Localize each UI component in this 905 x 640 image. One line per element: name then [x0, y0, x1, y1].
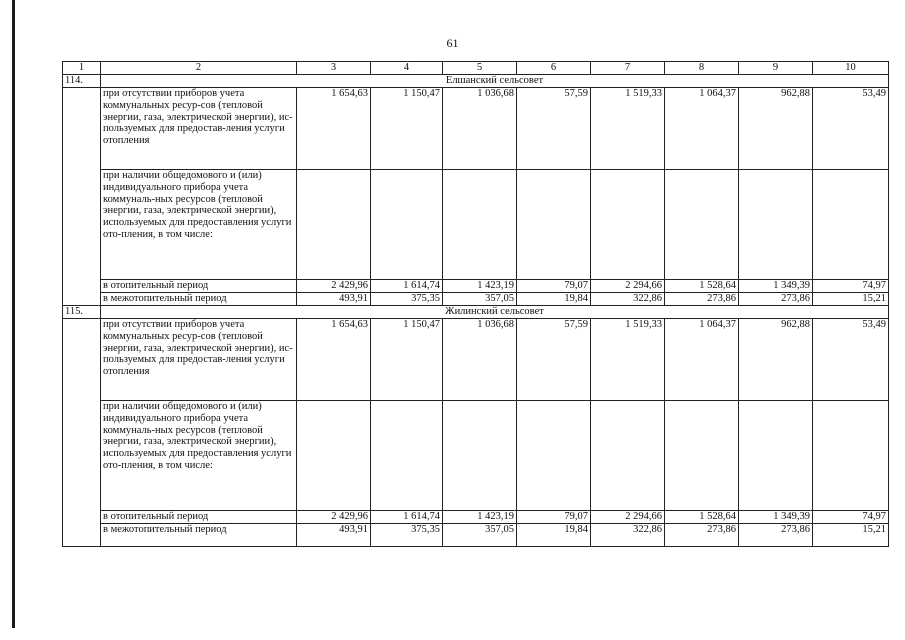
- row-description: при отсутствии приборов учета коммунальных ресур-сов (тепловой энергии, газа, электрической энергии), ис-пользуемых для предостав-ления услуги отопления: [101, 88, 297, 170]
- value-cell: 1 423,19: [443, 511, 517, 524]
- column-number: 7: [591, 62, 665, 75]
- row-description: при отсутствии приборов учета коммунальных ресур-сов (тепловой энергии, газа, электрической энергии), ис-пользуемых для предостав-ления услуги отопления: [101, 319, 297, 401]
- section-header-row: [63, 306, 889, 319]
- value-cell: 322,86: [591, 524, 665, 547]
- value-cell: [813, 170, 889, 280]
- value-cell: 1 614,74: [371, 511, 443, 524]
- index-cell-empty: [63, 319, 101, 547]
- table-row: [63, 280, 889, 293]
- value-cell: 493,91: [297, 524, 371, 547]
- value-cell: 15,21: [813, 524, 889, 547]
- row-description: при наличии общедомового и (или) индивидуального прибора учета коммуналь-ных ресурсов (тепловой энергии, газа, электрической энергии), используемых для предоставления услуги ото-пления, в том числе:: [101, 170, 297, 280]
- value-cell: [665, 170, 739, 280]
- page-number: 61: [446, 36, 459, 50]
- value-cell: 57,59: [517, 319, 591, 401]
- value-cell: 19,84: [517, 293, 591, 306]
- tariff-table: [62, 61, 889, 547]
- value-cell: 962,88: [739, 319, 813, 401]
- value-cell: [739, 170, 813, 280]
- section-title: Жилинский сельсовет: [101, 306, 889, 319]
- value-cell: 74,97: [813, 280, 889, 293]
- value-cell: 273,86: [665, 293, 739, 306]
- value-cell: [517, 170, 591, 280]
- column-number: 1: [63, 62, 101, 75]
- value-cell: 1 150,47: [371, 88, 443, 170]
- value-cell: [371, 170, 443, 280]
- value-cell: [739, 401, 813, 511]
- value-cell: 1 423,19: [443, 280, 517, 293]
- column-number: 8: [665, 62, 739, 75]
- column-number: 4: [371, 62, 443, 75]
- value-cell: 2 294,66: [591, 280, 665, 293]
- value-cell: 375,35: [371, 293, 443, 306]
- value-cell: [371, 401, 443, 511]
- value-cell: [813, 401, 889, 511]
- table-row: [63, 511, 889, 524]
- value-cell: 1 528,64: [665, 280, 739, 293]
- table-row: [63, 401, 889, 511]
- value-cell: 79,07: [517, 511, 591, 524]
- section-index: 115.: [63, 306, 101, 319]
- value-cell: 1 614,74: [371, 280, 443, 293]
- column-number: 10: [813, 62, 889, 75]
- value-cell: 357,05: [443, 293, 517, 306]
- value-cell: [591, 170, 665, 280]
- value-cell: 1 519,33: [591, 88, 665, 170]
- value-cell: [297, 401, 371, 511]
- value-cell: 2 429,96: [297, 511, 371, 524]
- row-description: в отопительный период: [101, 280, 297, 293]
- value-cell: 1 064,37: [665, 319, 739, 401]
- value-cell: 273,86: [739, 524, 813, 547]
- value-cell: 2 429,96: [297, 280, 371, 293]
- value-cell: 962,88: [739, 88, 813, 170]
- column-number-row: [63, 62, 889, 75]
- value-cell: 357,05: [443, 524, 517, 547]
- value-cell: 57,59: [517, 88, 591, 170]
- value-cell: 1 528,64: [665, 511, 739, 524]
- column-number: 5: [443, 62, 517, 75]
- value-cell: 53,49: [813, 319, 889, 401]
- value-cell: 493,91: [297, 293, 371, 306]
- column-number: 3: [297, 62, 371, 75]
- row-description: в межотопительный период: [101, 524, 297, 547]
- value-cell: 1 654,63: [297, 88, 371, 170]
- value-cell: 1 654,63: [297, 319, 371, 401]
- value-cell: [443, 170, 517, 280]
- section-header-row: [63, 75, 889, 88]
- value-cell: [443, 401, 517, 511]
- value-cell: 74,97: [813, 511, 889, 524]
- table-row: [63, 319, 889, 401]
- table-row: [63, 88, 889, 170]
- section-title: Елшанский сельсовет: [101, 75, 889, 88]
- value-cell: 1 519,33: [591, 319, 665, 401]
- scan-edge-bar: [12, 0, 15, 628]
- column-number: 9: [739, 62, 813, 75]
- value-cell: 1 349,39: [739, 280, 813, 293]
- row-description: при наличии общедомового и (или) индивидуального прибора учета коммуналь-ных ресурсов (тепловой энергии, газа, электрической энергии), используемых для предоставления услуги ото-пления, в том числе:: [101, 401, 297, 511]
- value-cell: 19,84: [517, 524, 591, 547]
- value-cell: 375,35: [371, 524, 443, 547]
- value-cell: [591, 401, 665, 511]
- value-cell: 2 294,66: [591, 511, 665, 524]
- column-number: 6: [517, 62, 591, 75]
- value-cell: 1 036,68: [443, 88, 517, 170]
- value-cell: 15,21: [813, 293, 889, 306]
- table-row: [63, 170, 889, 280]
- value-cell: [665, 401, 739, 511]
- value-cell: [297, 170, 371, 280]
- value-cell: 53,49: [813, 88, 889, 170]
- index-cell-empty: [63, 88, 101, 306]
- value-cell: [517, 401, 591, 511]
- table-row: [63, 524, 889, 547]
- section-index: 114.: [63, 75, 101, 88]
- value-cell: 322,86: [591, 293, 665, 306]
- row-description: в межотопительный период: [101, 293, 297, 306]
- value-cell: 1 349,39: [739, 511, 813, 524]
- value-cell: 1 064,37: [665, 88, 739, 170]
- row-description: в отопительный период: [101, 511, 297, 524]
- table-row: [63, 293, 889, 306]
- value-cell: 273,86: [665, 524, 739, 547]
- column-number: 2: [101, 62, 297, 75]
- value-cell: 79,07: [517, 280, 591, 293]
- value-cell: 1 036,68: [443, 319, 517, 401]
- value-cell: 1 150,47: [371, 319, 443, 401]
- value-cell: 273,86: [739, 293, 813, 306]
